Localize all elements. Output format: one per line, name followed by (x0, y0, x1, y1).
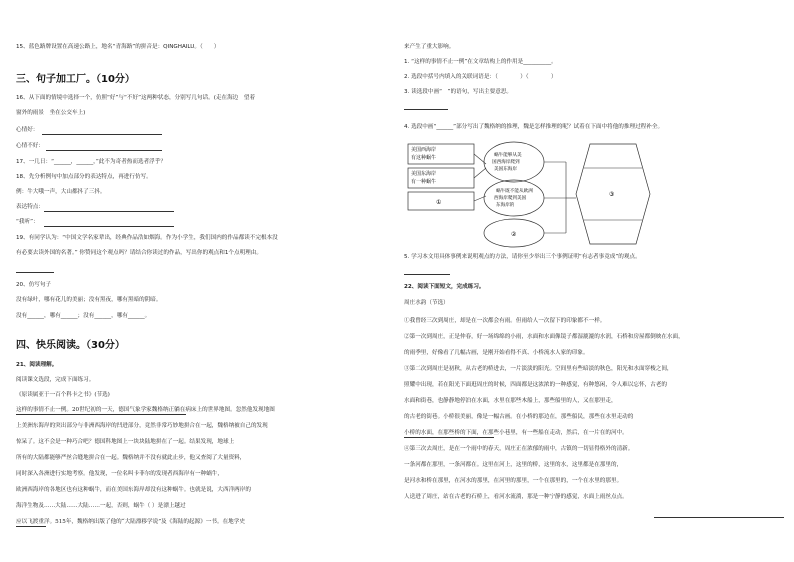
question-5: 5. 学习本文用具体事例来说明观点的方法，请你至少举出三个事例证明“有志者事竟成”的观点。 (404, 254, 641, 260)
question-15: 15、蓝色路牌设置在高速公路上，地名“青海路”的拼音是：QINGHAILU。（ ） (16, 44, 220, 50)
passage-line: ①我曾经三次到周庄，却是在一次都会有雨。但雨给人一次留下的印象都不一样。 (404, 318, 606, 324)
passage-line: 同时深入各洲进行实地考察。他发现，一位名叫卡菲尔的发现者西海岸有一种蜗牛， (16, 471, 223, 477)
q20-example: 没有绿叶，哪有花儿的美丽；没有黑夜，哪有黑暗的阴暗。 (16, 297, 162, 303)
answer-line[interactable] (44, 211, 174, 212)
passage-line: 水面和街巷，也静静地停泊在水面，水里在那些木船上，那些船里的人，又在那里走， (404, 398, 617, 404)
diagram-box-1 (408, 144, 474, 164)
question-2: 2. 选段中括号内填入的关联词语是：（ ）（ ） (404, 74, 557, 80)
question-16: 16、从下面的情境中选择一个，仿照“好”与“不好”这两种状态，分别写几句话。(走在海边 望着 (16, 95, 256, 101)
diagram-box-3[interactable] (408, 192, 474, 210)
diagram-ellipse-1 (484, 142, 544, 182)
q21-instruction: 阅读课文选段，完成下面练习。 (16, 377, 95, 383)
answer-line[interactable] (404, 109, 448, 110)
q20-blank: 没有______，哪有______；没有______，哪有______。 (16, 313, 151, 319)
passage-line: ②第一次到周庄，正是仲春，好一场绵绵的小雨，水面和水面像镜子都湿漉漉的水润，石桥和房屋都倒映在水面， (404, 334, 684, 340)
passage-line: 所有的大陆都能够严丝合缝地拼合在一起。魏格纳并不没有就此止步，他又查阅了大量资料， (16, 455, 246, 461)
section-3-title: 三、句子加工厂。（10分） (16, 74, 135, 85)
question-16-cont: 窗外的雨景 坐在公交车上) (16, 110, 86, 116)
q16-good-label: 心情好： (16, 127, 39, 133)
answer-line[interactable] (404, 274, 450, 275)
connector (474, 168, 486, 178)
box1-text: 美国西海岸有这种蜗牛 (411, 147, 437, 161)
passage-line: 海洋生物及……大陆……大陆……一起，否则，蜗牛（ ）是漂上越过 (16, 503, 186, 509)
q18-imitation-label: “我听”： (16, 219, 39, 225)
passage-line: 照耀中出现，若在阳光下面逛周庄的时候，四面都是这浓浓的一种感觉，有种悠闲，令人难以忘怀，古老的 (404, 382, 667, 388)
passage-line: 惊呆了。这不会是一种巧合吧？德国科地图上一块块陆地拼在了一起。结果发现，地球上 (16, 439, 235, 445)
passage-line: 应以飞渡重洋。515年，魏格纳出版了他的“大陆漂移学说”及《海陆的起源》一书。在地学史 (16, 519, 245, 525)
svg-text:蜗牛既不能从欧洲西海岸爬到美国东海岸的: 蜗牛既不能从欧洲西海岸爬到美国东海岸的 (494, 189, 533, 208)
passage-line: 小桥的水面，在那些桥的下面，在那些小巷里，有一些船在走动，然后，在一片在的河中。 (404, 430, 628, 436)
answer-line[interactable] (16, 272, 54, 273)
passage-line: 这样的事情不止一例。20世纪初的一天，德国气象学家魏格纳正躺在病床上的世界地图。忽然他发现地图 (16, 407, 275, 413)
passage-line: 欧洲西海岸的各地区也有这种蜗牛，而在美国东海岸却没有这种蜗牛。也就是说，大西洋两岸的 (16, 487, 251, 493)
passage-title: 《原读属亚于一百个科卡之书》(节选) (16, 392, 110, 398)
passage-line: ④第三次去周庄，是在一个雨中的春天，周庄正在浓郁的雨中，古镇的一切显得格外的清新。 (404, 446, 634, 452)
diagram-ellipse-3[interactable] (484, 219, 544, 247)
question-19: 19、有同学认为：“中国文学名家辈出，经典作品浩如烟海。作为小学生，我们国内的作品都读不完根本没 (16, 235, 278, 241)
diagram-ellipse-2 (484, 180, 544, 216)
passage-line: 上美洲东海岸的突出部分与非洲西海岸的凹进部分，竟然非常巧妙地拼合在一起，魏格纳被自己的发现 (16, 423, 268, 429)
svg-text:③: ③ (609, 191, 615, 198)
question-20: 20、仿写句子 (16, 282, 52, 288)
q16-bad-label: 心情不好： (16, 143, 44, 149)
underline-mark (654, 517, 784, 518)
passage-line: 一条河都在那里，一条河都在。这里在河上，这里的桥，这里的水，这里都是在那里的， (404, 462, 623, 468)
underline-mark (16, 526, 46, 527)
passage-line: 的古老的街巷。小桥很美丽，像是一幅古画。在小桥的那边在，那些船民，那些在水里走动的 (404, 414, 634, 420)
answer-line[interactable] (46, 150, 162, 151)
diagram-box-2 (408, 168, 474, 188)
question-22: 22、阅读下面短文，完成练习。 (404, 284, 485, 290)
answer-line[interactable] (42, 134, 162, 135)
section-4-title: 四、快乐阅读。（30分） (16, 340, 125, 351)
reasoning-diagram (404, 138, 784, 250)
passage-continuation: 来产生了重大影响。 (404, 44, 455, 50)
svg-text:美国东海岸有一种蜗牛: 美国东海岸有一种蜗牛 (411, 171, 437, 185)
underline-mark (404, 437, 494, 438)
answer-line[interactable] (44, 226, 174, 227)
question-19-cont: 有必要去读外国的名著。” 你赞同这个观点吗？请结合你读过的作品，写出你的观点和1个点明理由。 (16, 250, 262, 256)
svg-text:②: ② (511, 231, 517, 238)
passage-line: 是河水和桥在那里，在河水的那里，在河里的那里，一个在那里的，一个在水里的那里。 (404, 478, 623, 484)
question-3: 3. 读选段中画“ ”的语句，写出主要意思。 (404, 89, 513, 95)
svg-text:蜗牛能够从美国西海岸爬到美国东海岸: 蜗牛能够从美国西海岸爬到美国东海岸 (492, 153, 522, 172)
diagram-hexagon[interactable] (576, 144, 650, 244)
passage-line: 人送进了周庄，站在古老的石桥上，看河水流淌，那是一种宁静的感觉，水面上雨丝点点。 (404, 494, 628, 500)
passage-line: 的雨季里，好像看了几幅古画，是刚开始看得不真、小桥流水人家的印象。 (404, 350, 589, 356)
passage-title: 周庄水韵（节选） (404, 300, 449, 306)
q18-example: 例：牛大哦一声，大山都抖了三抖。 (16, 189, 106, 195)
question-18: 18、先分析例句中加点部分的表达特点，再进行仿写。 (16, 174, 152, 180)
question-17: 17、一几日：“______，______，”此不为奇者热而选者浮乎？ (16, 159, 166, 165)
question-1: 1. “这样的事情不止一例”在文章结构上的作用是__________。 (404, 59, 557, 65)
q18-feature-label: 表达特点： (16, 204, 44, 210)
question-4: 4. 选段中画“______”部分写出了魏格纳的推理，魏是怎样推理的呢？试着在下面中将他的推理过程补全。 (404, 124, 664, 130)
question-21: 21、阅读理解。 (16, 362, 58, 368)
underline-mark (16, 414, 186, 415)
svg-text:①: ① (436, 199, 442, 206)
passage-line: ③第二次到周庄是初秋，从古老的桥进去，一片淡淡的阳光。空间里有些暗淡的秋色，阳光和水面穿梭之间， (404, 366, 673, 372)
